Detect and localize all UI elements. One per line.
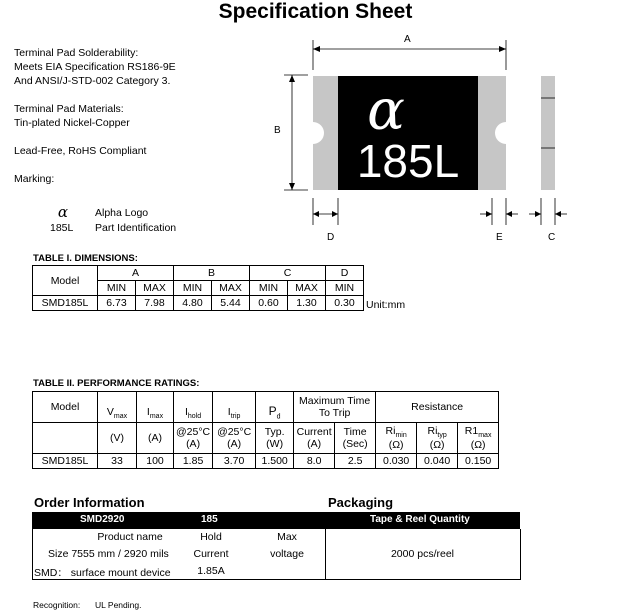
dim-label-c: C xyxy=(548,232,556,243)
table-header xyxy=(256,392,294,423)
packaging-qty: 2000 pcs/reel xyxy=(390,548,455,560)
unit-line: (Sec) xyxy=(342,438,368,450)
part-marking: 185L xyxy=(356,135,460,187)
ihold-label: I xyxy=(184,405,188,418)
unit-label: Unit:mm xyxy=(366,299,406,311)
unit-line: (A) xyxy=(186,438,201,450)
itrip-label: I xyxy=(227,405,231,418)
table-subheader: MAX xyxy=(212,281,250,296)
table-cell: 0.60 xyxy=(250,296,288,311)
table-row xyxy=(33,296,364,311)
leadfree-text: Lead-Free, RoHS Compliant xyxy=(14,145,147,157)
order-cell: Hold xyxy=(200,531,222,543)
table-cell: 0.30 xyxy=(326,296,364,311)
unit-sub: min xyxy=(395,432,407,440)
solder-line: Meets EIA Specification RS186-9E xyxy=(14,61,176,73)
table-header: Model xyxy=(33,266,98,296)
imax-sub: max xyxy=(149,413,164,420)
unit-cell: (V) xyxy=(98,423,137,454)
table-header: A xyxy=(98,266,174,281)
notes-block xyxy=(14,46,176,190)
table-header: Resistance xyxy=(376,392,499,423)
table-cell: SMD185L xyxy=(33,296,98,311)
ihold-sub: hold xyxy=(187,413,202,420)
unit-line: (W) xyxy=(266,438,284,450)
table-row xyxy=(33,454,499,469)
table-cell: 6.73 xyxy=(98,296,136,311)
alpha-logo: α xyxy=(367,78,405,143)
unit-line: (A) xyxy=(307,438,322,450)
order-cell: voltage xyxy=(270,548,304,560)
table-header: Maximum Time To Trip xyxy=(294,392,376,423)
order-hold: 185 xyxy=(201,514,218,525)
marking-label: Marking: xyxy=(14,173,55,185)
unit-line: @25°C xyxy=(176,426,211,438)
unit-line: @25°C xyxy=(217,426,252,438)
unit-line: Time xyxy=(343,426,367,438)
order-cell: Max xyxy=(277,531,297,543)
material-line: Terminal Pad Materials: xyxy=(14,103,124,115)
unit-line: (Ω) xyxy=(470,439,486,452)
unit-line: Ri xyxy=(385,424,396,437)
table-header xyxy=(137,392,174,423)
table-cell: 0.040 xyxy=(417,454,458,469)
table-header: D xyxy=(326,266,364,281)
unit-line: Typ. xyxy=(264,426,285,438)
table-subheader: MAX xyxy=(136,281,174,296)
order-cell: SMD： surface mount device xyxy=(34,567,171,579)
dim-label-b: B xyxy=(274,125,281,136)
itrip-sub: trip xyxy=(230,413,241,420)
table-subheader: MIN xyxy=(250,281,288,296)
dim-label-a: A xyxy=(404,34,411,45)
marking-desc: Alpha Logo xyxy=(95,207,149,219)
table-cell: 1.500 xyxy=(256,454,294,469)
pd-label: P xyxy=(268,403,277,418)
table-subheader: MAX xyxy=(288,281,326,296)
table-header: B xyxy=(174,266,250,281)
table-cell: 7.98 xyxy=(136,296,174,311)
vmax-label: V xyxy=(106,405,114,418)
table-cell: 0.150 xyxy=(458,454,499,469)
dim-label-d: D xyxy=(327,232,335,243)
vmax-sub: max xyxy=(113,413,128,420)
table-subheader: MIN xyxy=(98,281,136,296)
imax-label: I xyxy=(146,405,150,418)
solder-line: Terminal Pad Solderability: xyxy=(14,47,139,59)
unit-line: (Ω) xyxy=(388,439,404,452)
table-header xyxy=(98,392,137,423)
table-cell: 3.70 xyxy=(213,454,256,469)
recognition-label: Recognition: xyxy=(33,600,81,610)
unit-cell: (A) xyxy=(137,423,174,454)
unit-cell xyxy=(458,423,499,454)
page-title: Specification Sheet xyxy=(218,0,413,23)
order-part: SMD2920 xyxy=(80,514,125,525)
table-header: C xyxy=(250,266,326,281)
table-cell: 2.5 xyxy=(335,454,376,469)
unit-sub: typ xyxy=(437,432,447,440)
unit-line: Current xyxy=(296,426,332,438)
table-cell: 5.44 xyxy=(212,296,250,311)
table-header xyxy=(174,392,213,423)
table-cell: 1.30 xyxy=(288,296,326,311)
recognition-value: UL Pending. xyxy=(95,600,142,610)
table1-caption: TABLE I. DIMENSIONS: xyxy=(33,253,138,264)
order-cell: Size 7555 mm / 2920 mils xyxy=(48,548,169,560)
order-heading: Order Information xyxy=(34,495,145,510)
unit-cell xyxy=(335,423,376,454)
table-cell: 100 xyxy=(137,454,174,469)
marking-symbol: 185L xyxy=(50,222,74,234)
unit-line: (Ω) xyxy=(429,439,445,452)
alpha-symbol: α xyxy=(57,203,69,221)
table-subheader: MIN xyxy=(174,281,212,296)
order-cell: 1.85A xyxy=(197,565,225,577)
dimensions-table xyxy=(32,265,364,311)
table-cell: 33 xyxy=(98,454,137,469)
unit-cell xyxy=(174,423,213,454)
solder-line: And ANSI/J-STD-002 Category 3. xyxy=(14,75,171,87)
unit-cell xyxy=(376,423,417,454)
marking-desc: Part Identification xyxy=(95,222,177,234)
unit-sub: max xyxy=(478,432,492,440)
unit-line: R1 xyxy=(464,424,479,437)
order-header-bar xyxy=(32,512,520,529)
component-drawing xyxy=(270,30,580,245)
unit-cell xyxy=(417,423,458,454)
table-cell: 4.80 xyxy=(174,296,212,311)
pd-sub: d xyxy=(276,413,281,420)
dim-label-e: E xyxy=(496,232,503,243)
table-subheader: MIN xyxy=(326,281,364,296)
table2-caption: TABLE II. PERFORMANCE RATINGS: xyxy=(33,378,200,389)
unit-line: Ri xyxy=(427,424,438,437)
material-line: Tin-plated Nickel-Copper xyxy=(14,117,130,129)
unit-line: (A) xyxy=(227,438,242,450)
table-cell: 0.030 xyxy=(376,454,417,469)
packaging-heading: Packaging xyxy=(328,495,394,510)
unit-cell xyxy=(294,423,335,454)
performance-table xyxy=(32,391,499,469)
table-header xyxy=(213,392,256,423)
table-cell: 1.85 xyxy=(174,454,213,469)
unit-cell xyxy=(213,423,256,454)
table-cell: 8.0 xyxy=(294,454,335,469)
order-cell: Current xyxy=(193,548,229,560)
table-cell: SMD185L xyxy=(33,454,98,469)
order-cell: Product name xyxy=(97,531,163,543)
table-header: Model xyxy=(33,392,98,423)
unit-cell xyxy=(256,423,294,454)
order-packaging: Tape & Reel Quantity xyxy=(370,514,470,525)
